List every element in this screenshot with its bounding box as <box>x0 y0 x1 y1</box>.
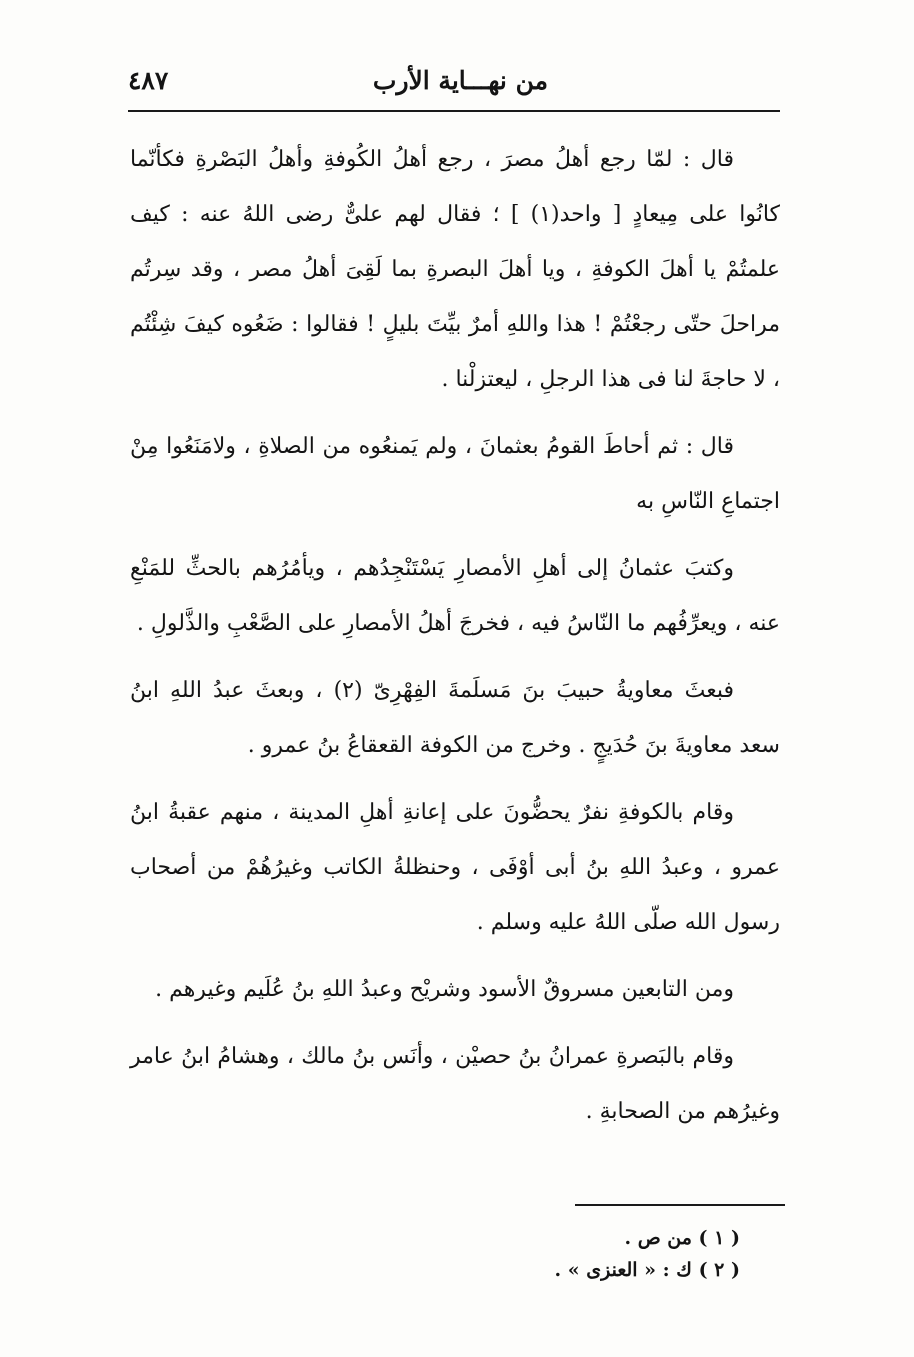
footnotes <box>380 1222 740 1286</box>
running-title: من نهـــاية الأرب <box>372 66 548 95</box>
paragraph: وقام بالبَصرةِ عمرانُ بنُ حصيْن ، وأنَس بنُ مالك ، وهشامُ ابنُ عامر وغيرُهم من الصحابةِ . <box>130 1044 780 1124</box>
main-text <box>130 132 780 1151</box>
paragraph: وقام بالكوفةِ نفرٌ يحضُّونَ على إعانةِ أهلِ المدينة ، منهم عقبةُ ابنُ عمرو ، وعبدُ اللهِ بنُ أبى أوْفَى ، وحنظلةُ الكاتب وغيرُهُمْ من أصحاب رسول الله صلّى اللهُ عليه وسلم . <box>130 800 780 935</box>
page-number: ٤٨٧ <box>128 66 169 95</box>
header-divider <box>128 110 780 112</box>
footnote-divider <box>575 1204 785 1206</box>
footnote-2: ( ٢ ) ك : « العنزى » . <box>554 1259 740 1281</box>
paragraph: قال : ثم أحاطَ القومُ بعثمانَ ، ولم يَمنعُوه من الصلاةِ ، ولامَنَعُوا مِنْ اجتماعِ النّاسِ به <box>130 434 780 514</box>
footnote-1: ( ١ ) من ص . <box>624 1227 740 1249</box>
page-header <box>128 62 778 106</box>
paragraph: ومن التابعين مسروقٌ الأسود وشريْح وعبدُ اللهِ بنُ عُلَيم وغيرهم . <box>155 977 734 1002</box>
paragraph: فبعثَ معاويةُ حبيبَ بنَ مَسلَمةَ الفِهْرِىّ (٢) ، وبعثَ عبدُ اللهِ ابنُ سعد معاويةَ بنَ حُدَيجٍ . وخرج من الكوفة القعقاعُ بنُ عمرو . <box>130 678 780 758</box>
paragraph: وكتبَ عثمانُ إلى أهلِ الأمصارِ يَسْتَنْجِدُهم ، ويأمُرُهم بالحثِّ للمَنْعِ عنه ، ويعرِّفُهم ما النّاسُ فيه ، فخرجَ أهلُ الأمصارِ على الصَّعْبِ والذَّلولِ . <box>130 556 780 636</box>
paragraph: قال : لمّا رجع أهلُ مصرَ ، رجع أهلُ الكُوفةِ وأهلُ البَصْرةِ فكأنّما كانُوا على مِيعادٍ [ واحد(١) ] ؛ فقال لهم علىٌّ رضى اللهُ عنه : كيف علمتُمْ يا أهلَ الكوفةِ ، ويا أهلَ البصرةِ بما لَقِىَ أهلُ مصر ، وقد سِرتُم مراحلَ حتّى رجعْتُمْ ! هذا واللهِ أمرٌ بيِّتَ بليلٍ ! فقالوا : ضَعُوه كيفَ شِئْتُم ، لا حاجةَ لنا فى هذا الرجلِ ، ليعتزلْنا . <box>130 147 780 392</box>
